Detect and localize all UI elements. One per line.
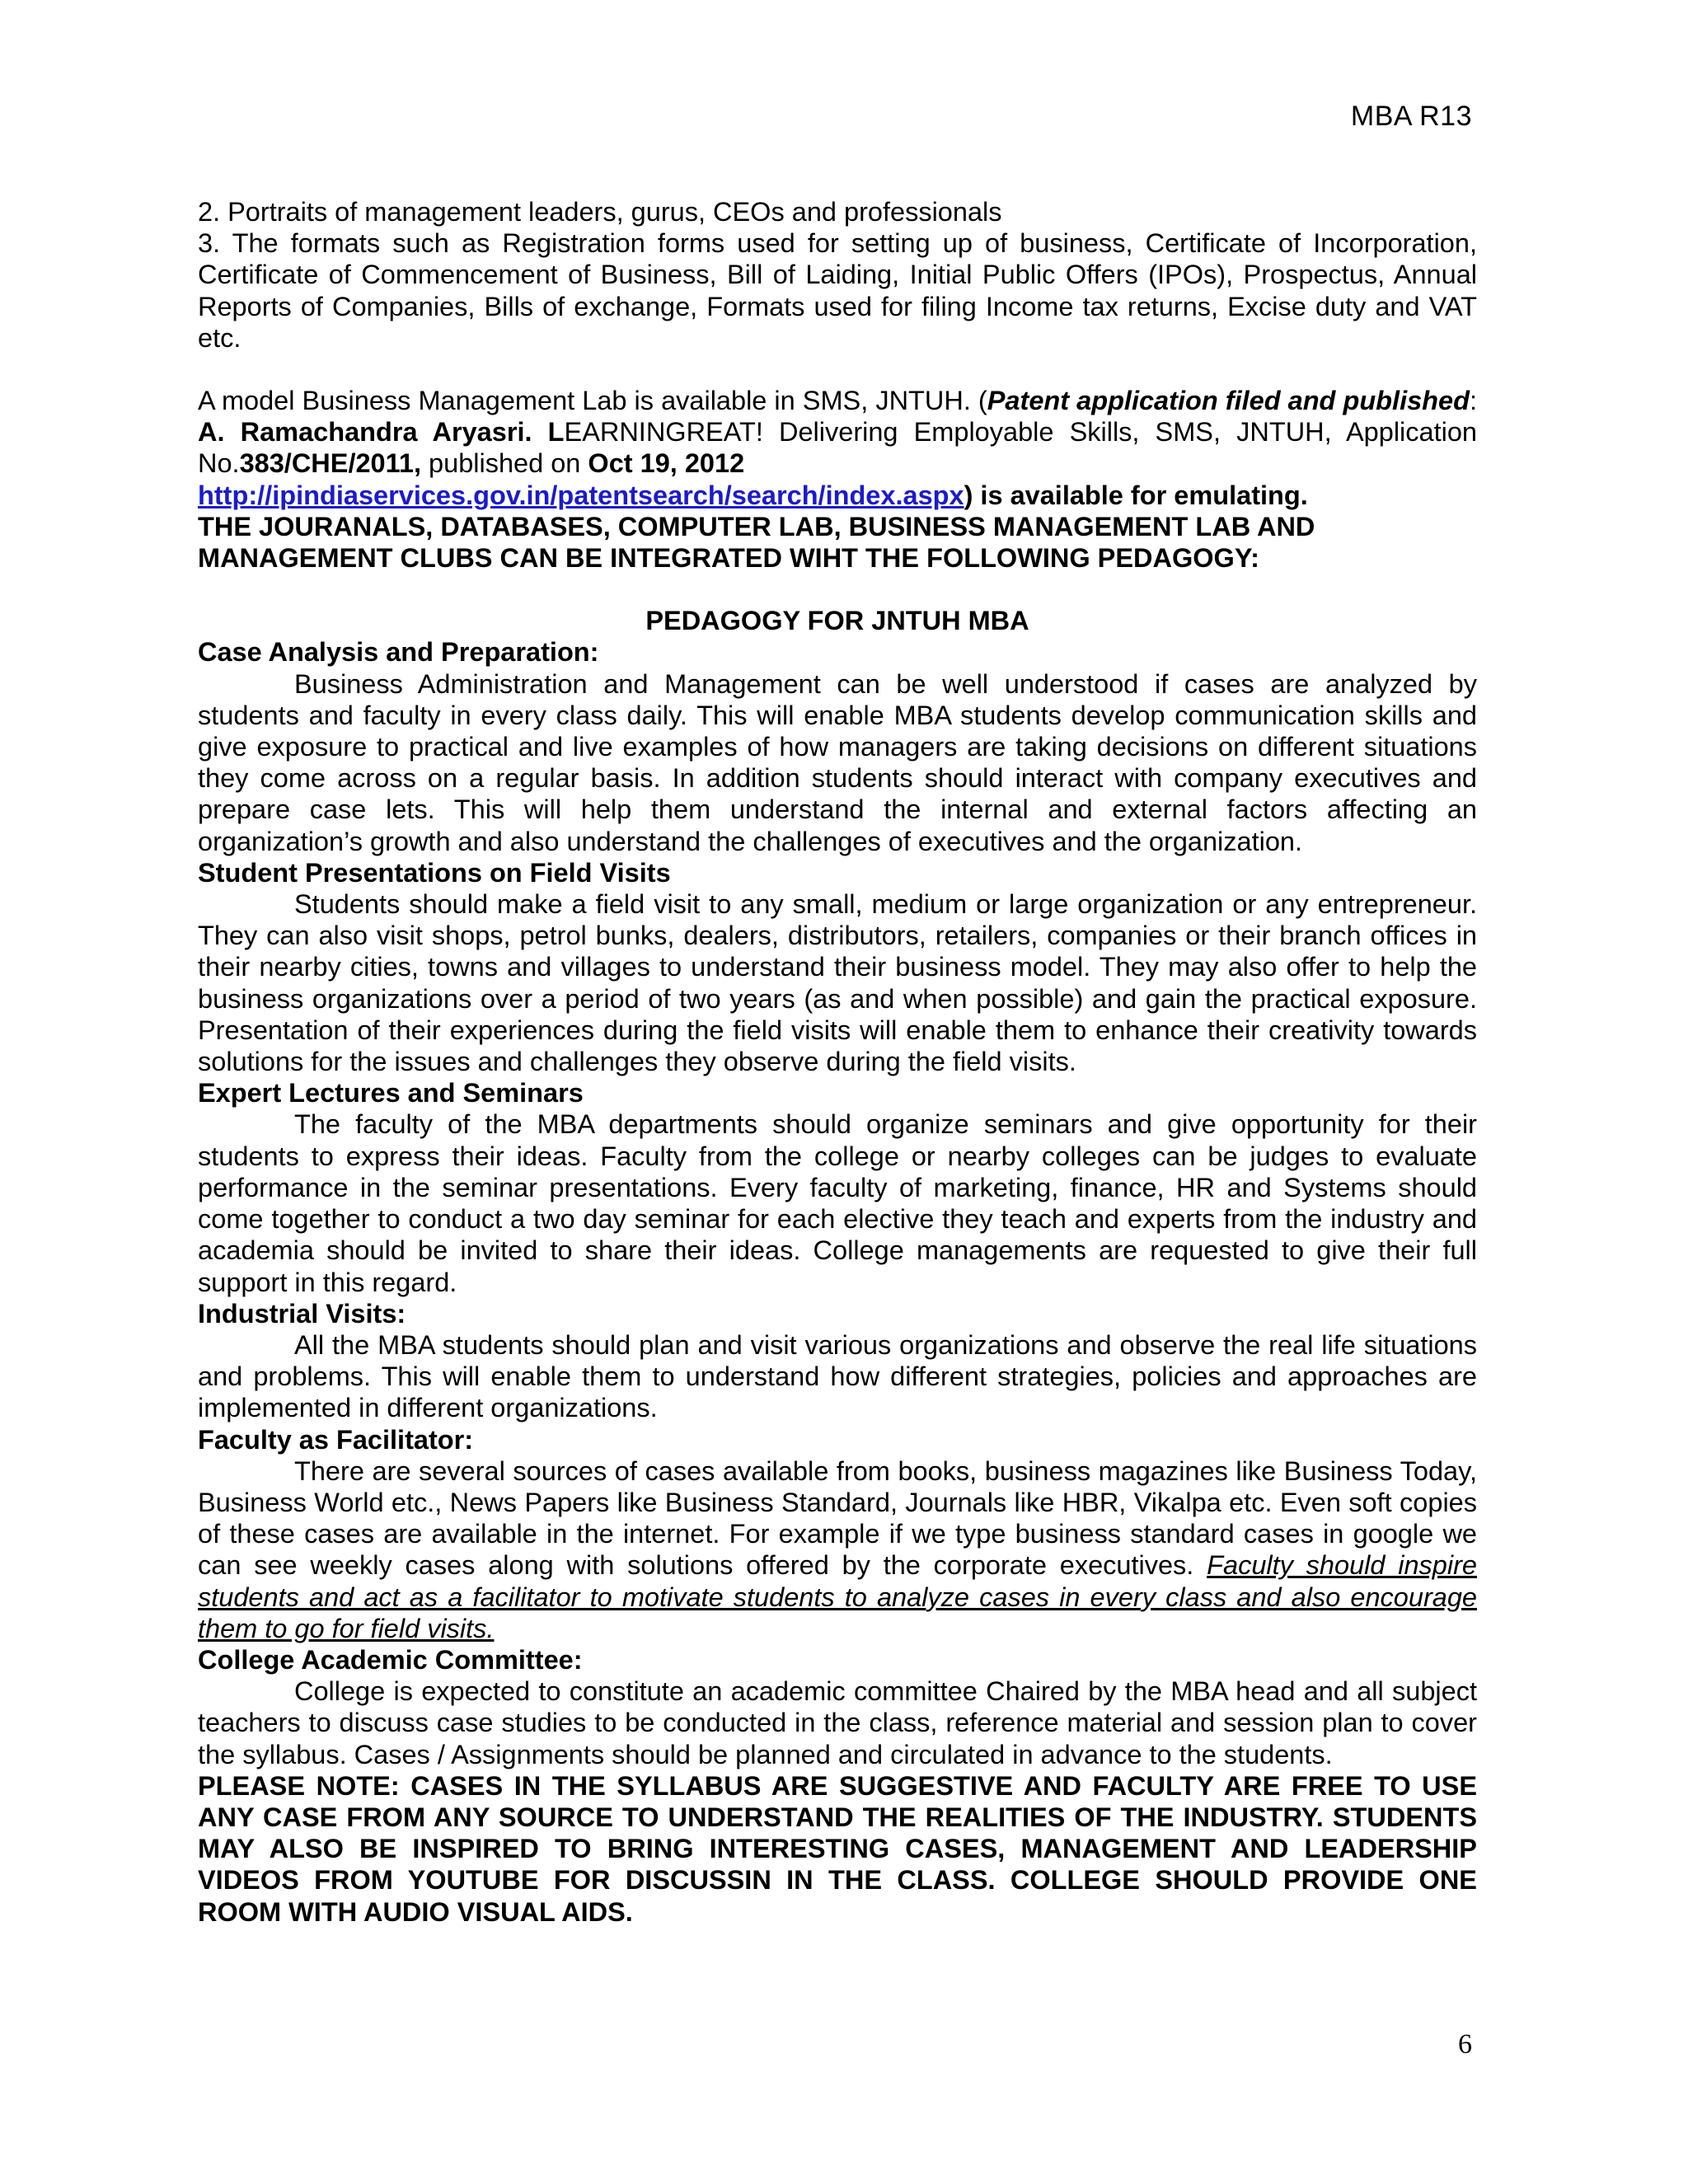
page-content — [198, 196, 1477, 1928]
section-heading: Faculty as Facilitator: — [198, 1424, 474, 1455]
patent-search-link[interactable]: http://ipindiaservices.gov.in/patentsearch/search/index.aspx — [198, 480, 964, 510]
lab-text-4: ) is available for emulating. — [964, 480, 1308, 510]
patent-status: Patent application filed and published — [987, 386, 1470, 416]
application-number: 383/CHE/2011, — [239, 448, 422, 479]
section-heading: Industrial Visits: — [198, 1298, 406, 1329]
facilitator-emphasis: Faculty should inspire students and act as a facilitator to motivate students to analyze cases in every class and also encourage them to go for field visits. — [198, 1550, 1477, 1643]
section-case-analysis — [198, 636, 1477, 856]
section-body-wrapper — [198, 1455, 1477, 1644]
lab-text-3: published on — [421, 448, 588, 479]
section-industrial-visits — [198, 1298, 1477, 1424]
section-body: All the MBA students should plan and visit various organizations and observe the real life situations and problems. This will enable them to understand how different strategies, policies and approaches are implemented in different organizations. — [198, 1329, 1477, 1423]
lab-availability-paragraph — [198, 385, 1477, 511]
section-academic-committee — [198, 1644, 1477, 1770]
section-heading: Case Analysis and Preparation: — [198, 637, 599, 668]
list-item-3: 3. The formats such as Registration forms used for setting up of business, Certificate of Incorporation, Certificate of Commencement of Business, Bill of Laiding, Initial Public Offers (IPOs), Prospectus, Annual Reports of Companies, Bills of exchange, Formats used for filing Income tax returns, Excise duty and VAT etc. — [198, 228, 1477, 353]
please-note: PLEASE NOTE: CASES IN THE SYLLABUS ARE SUGGESTIVE AND FACULTY ARE FREE TO USE ANY CASE FROM ANY SOURCE TO UNDERSTAND THE REALITIES OF THE INDUSTRY. STUDENTS MAY ALSO BE INSPIRED TO BRING INTERESTING CASES, MANAGEMENT AND LEADERSHIP VIDEOS FROM YOUTUBE FOR DISCUSSIN IN THE CLASS. COLLEGE SHOULD PROVIDE ONE ROOM WITH AUDIO VISUAL AIDS. — [198, 1770, 1477, 1927]
section-field-visits — [198, 857, 1477, 1077]
section-body: There are several sources of cases available from books, business magazines like Business Today, Business World etc., News Papers like Business Standard, Journals like HBR, Vikalpa etc. Even soft copies of these cases are available in the internet. For example if we type business standard cases in google we can see weekly cases along with solutions offered by the corporate executives. — [198, 1455, 1477, 1581]
pedagogy-title: PEDAGOGY FOR JNTUH MBA — [645, 606, 1029, 636]
lab-text-colon: : — [1469, 386, 1477, 416]
author-name: A. Ramachandra Aryasri. L — [198, 417, 565, 448]
integration-statement: THE JOURANALS, DATABASES, COMPUTER LAB, BUSINESS MANAGEMENT LAB AND MANAGEMENT CLUBS CAN BE INTEGRATED WIHT THE FOLLOWING PEDAGOGY: — [198, 511, 1315, 574]
section-body: Business Administration and Management can be well understood if cases are analyzed by students and faculty in every class daily. This will enable MBA students develop communication skills and give exposure to practical and live examples of how managers are taking decisions on different situations they come across on a regular basis. In addition students should interact with company executives and prepare case lets. This will help them understand the internal and external factors affecting an organization’s growth and also understand the challenges of executives and the organization. — [198, 668, 1477, 856]
lab-text-1: A model Business Management Lab is available in SMS, JNTUH. ( — [198, 386, 987, 416]
section-body: The faculty of the MBA departments should organize seminars and give opportunity for their students to express their ideas. Faculty from the college or nearby colleges can be judges to evaluate performance in the seminar presentations. Every faculty of marketing, finance, HR and Systems should come together to conduct a two day seminar for each elective they teach and experts from the industry and academia should be invited to share their ideas. College managements are requested to give their full support in this regard. — [198, 1109, 1477, 1297]
section-body: College is expected to constitute an academic committee Chaired by the MBA head and all subject teachers to discuss case studies to be conducted in the class, reference material and session plan to cover the syllabus. Cases / Assignments should be planned and circulated in advance to the students. — [198, 1676, 1477, 1769]
page-number: 6 — [1458, 2029, 1472, 2060]
section-body: Students should make a field visit to any small, medium or large organization or any entrepreneur. They can also visit shops, petrol bunks, dealers, distributors, retailers, companies or their branch offices in their nearby cities, towns and villages to understand their business model. They may also offer to help the business organizations over a period of two years (as and when possible) and gain the practical exposure. Presentation of their experiences during the field visits will enable them to enhance their creativity towards solutions for the issues and challenges they observe during the field visits. — [198, 889, 1477, 1077]
lab-text-2: EARNINGREAT! Delivering Employable Skills, SMS, JNTUH, Application No. — [198, 417, 1478, 479]
course-code-header: MBA R13 — [1350, 101, 1472, 132]
publication-date: Oct 19, 2012 — [588, 448, 745, 479]
section-expert-lectures — [198, 1077, 1477, 1297]
section-heading: Student Presentations on Field Visits — [198, 857, 671, 888]
list-item-2: 2. Portraits of management leaders, gurus, CEOs and professionals — [198, 197, 1002, 227]
section-heading: Expert Lectures and Seminars — [198, 1078, 584, 1108]
section-heading: College Academic Committee: — [198, 1644, 583, 1675]
section-faculty-facilitator — [198, 1424, 1477, 1644]
